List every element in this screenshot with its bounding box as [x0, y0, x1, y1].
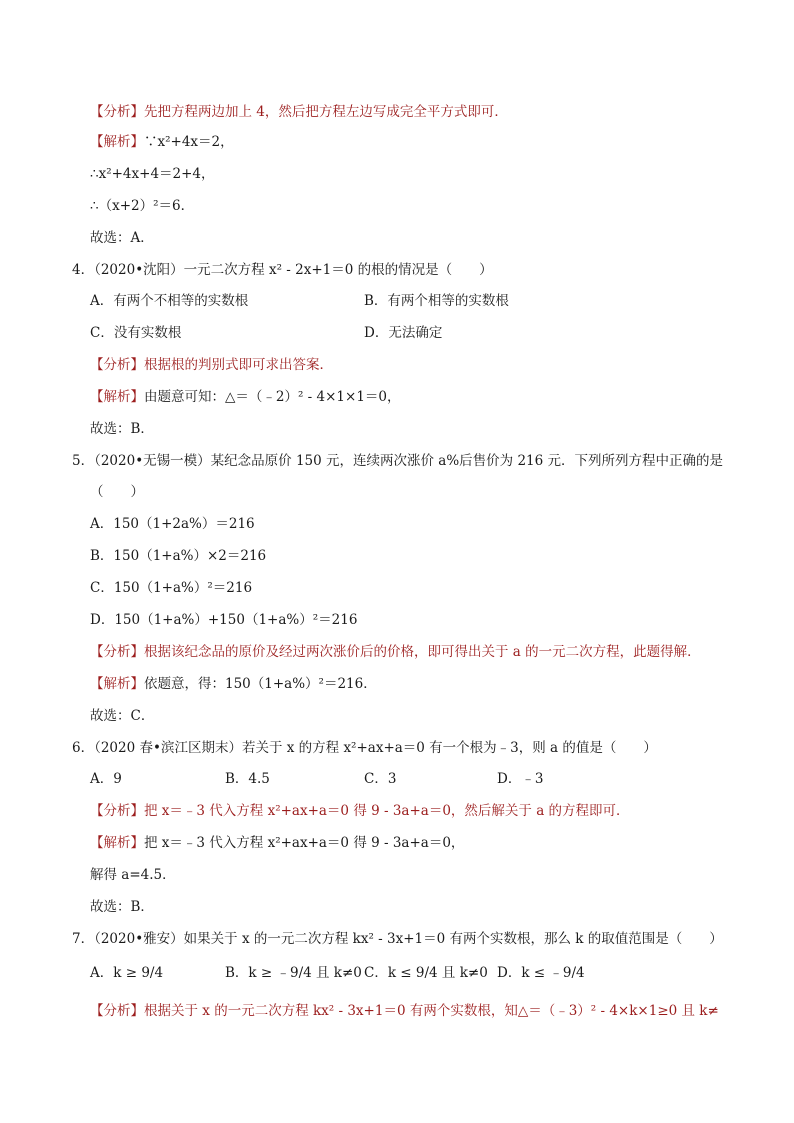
solution-tag: 【解析】: [90, 676, 144, 692]
analysis-text: 把 x＝﹣3 代入方程 x²+ax+a＝0 得 9 - 3a+a＝0，然后解关于 a 的方程即可．: [144, 803, 630, 819]
q5-solution: [90, 674, 377, 694]
q4-analysis: [90, 355, 333, 375]
q5-option-b: B．150（1+a%）×2＝216: [90, 548, 267, 564]
q4-option-b: B．有两个相等的实数根: [364, 293, 509, 309]
q7-option-d: D．k ≤ ﹣9/4: [497, 965, 585, 981]
q5-stem-tail: （ ）: [90, 484, 144, 500]
q7-stem: [72, 929, 723, 949]
q7-analysis: [90, 1001, 719, 1021]
solution-tag: 【解析】: [90, 389, 144, 405]
q4-stem: [72, 260, 493, 280]
q4-answer: 故选：B．: [90, 421, 154, 437]
q6-analysis: [90, 801, 630, 821]
q6-stem: [72, 738, 657, 758]
q6-solution-line-2: 解得 a=4.5．: [90, 867, 176, 883]
q6-option-a: A．9: [90, 771, 122, 787]
analysis-tag: 【分析】: [90, 644, 144, 660]
q4-option-a: A．有两个不相等的实数根: [90, 293, 249, 309]
question-stem: （2020 春•滨江区期末）若关于 x 的方程 x²+ax+a＝0 有一个根为﹣3，则 a 的值是（ ）: [94, 740, 657, 756]
q5-answer: 故选：C．: [90, 708, 155, 724]
analysis-text: 根据关于 x 的一元二次方程 kx² - 3x+1＝0 有两个实数根，知△＝（﹣3）² - 4×k×1≥0 且 k≠: [144, 1003, 719, 1019]
analysis-tag: 【分析】: [90, 357, 144, 373]
analysis-text: 先把方程两边加上 4，然后把方程左边写成完全平方式即可．: [144, 104, 508, 120]
q6-option-d: D．﹣3: [497, 771, 544, 787]
solution-line-1: ∵x²+4x＝2，: [144, 134, 234, 150]
question-stem: （2020•沈阳）一元二次方程 x² - 2x+1＝0 的根的情况是（ ）: [94, 262, 493, 278]
q7-option-a: A．k ≥ 9/4: [90, 965, 164, 981]
solution-text: 由题意可知：△＝（﹣2）² - 4×1×1＝0，: [144, 389, 401, 405]
question-number: 6．: [72, 740, 95, 756]
q5-option-c: C．150（1+a%）²＝216: [90, 580, 253, 596]
q6-solution: [90, 833, 464, 853]
question-stem: （2020•无锡一模）某纪念品原价 150 元，连续两次涨价 a%后售价为 216 元．下列所列方程中正确的是: [94, 453, 724, 469]
analysis-tag: 【分析】: [90, 104, 144, 120]
solution-tag: 【解析】: [90, 835, 144, 851]
q5-option-d: D．150（1+a%）+150（1+a%）²＝216: [90, 612, 358, 628]
question-number: 4．: [72, 262, 95, 278]
q4-option-c: C．没有实数根: [90, 325, 182, 341]
q3-solution: [90, 132, 234, 152]
analysis-tag: 【分析】: [90, 803, 144, 819]
q4-solution: [90, 387, 401, 407]
q4-option-d: D．无法确定: [364, 325, 443, 341]
question-number: 5．: [72, 453, 95, 469]
analysis-text: 根据该纪念品的原价及经过两次涨价后的价格，即可得出关于 a 的一元二次方程，此题得解．: [144, 644, 701, 660]
question-number: 7．: [72, 931, 95, 947]
q6-option-c: C．3: [364, 771, 397, 787]
solution-text: 依题意，得：150（1+a%）²＝216．: [144, 676, 377, 692]
analysis-tag: 【分析】: [90, 1003, 144, 1019]
q6-option-b: B．4.5: [225, 771, 270, 787]
solution-tag: 【解析】: [90, 134, 144, 150]
q3-analysis: [90, 102, 508, 122]
q7-option-c: C．k ≤ 9/4 且 k≠0: [364, 965, 488, 981]
analysis-text: 根据根的判别式即可求出答案．: [144, 357, 333, 373]
solution-text: 把 x＝﹣3 代入方程 x²+ax+a＝0 得 9 - 3a+a＝0，: [144, 835, 465, 851]
q3-answer: 故选：A．: [90, 230, 154, 246]
q7-option-b: B．k ≥ ﹣9/4 且 k≠0: [225, 965, 362, 981]
q5-analysis: [90, 642, 701, 662]
question-stem: （2020•雅安）如果关于 x 的一元二次方程 kx² - 3x+1＝0 有两个实数根，那么 k 的取值范围是（ ）: [94, 931, 723, 947]
q3-solution-line-3: ∴（x+2）²＝6．: [90, 198, 195, 214]
q5-option-a: A．150（1+2a%）＝216: [90, 516, 255, 532]
q3-solution-line-2: ∴x²+4x+4＝2+4，: [90, 166, 215, 182]
q6-answer: 故选：B．: [90, 899, 154, 915]
q5-stem: [72, 451, 723, 471]
